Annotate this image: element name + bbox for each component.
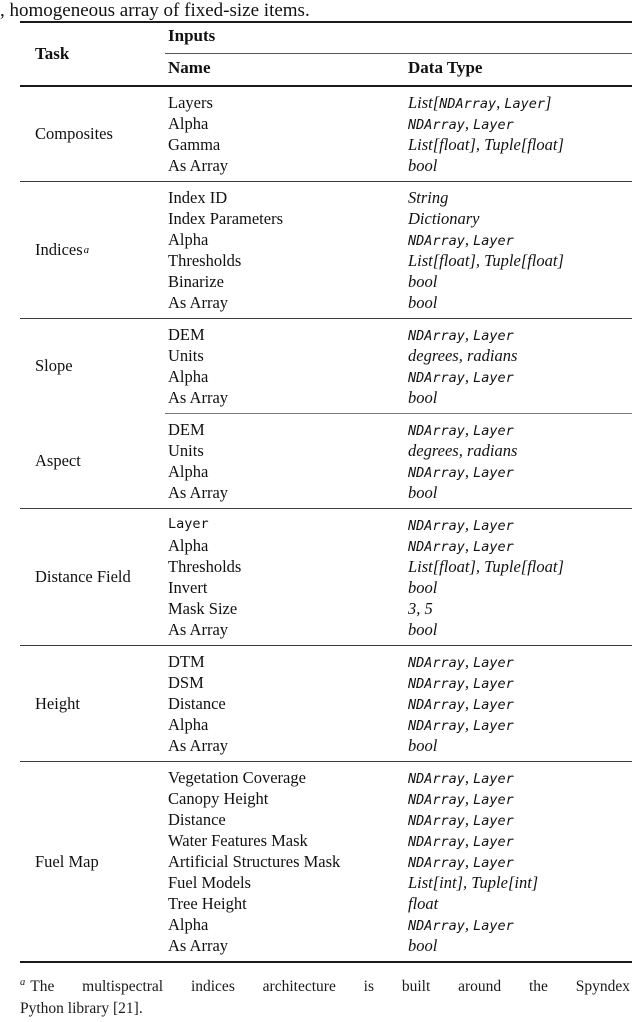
table-row: [20, 271, 632, 292]
input-name: Units: [168, 441, 204, 460]
input-data-type: [408, 208, 480, 229]
input-name: As Array: [168, 736, 229, 755]
type-text: ,: [464, 114, 474, 133]
input-name: Layer: [168, 516, 209, 532]
input-data-type: [408, 324, 514, 347]
table-row: [20, 461, 632, 482]
input-name: Thresholds: [168, 251, 242, 270]
table-row: [20, 693, 632, 714]
table-row: [20, 651, 632, 672]
code-token: NDArray: [408, 855, 465, 871]
input-rows: [20, 319, 632, 413]
type-text: degrees, radians: [408, 441, 518, 460]
input-data-type: [408, 514, 514, 537]
code-token: NDArray: [439, 96, 497, 112]
table-row: [20, 577, 632, 598]
input-data-type: [408, 577, 437, 598]
code-token: NDArray: [408, 918, 465, 934]
type-text: ,: [464, 536, 474, 555]
input-data-type: [408, 893, 438, 914]
type-text: 3, 5: [408, 599, 433, 618]
code-token: Layer: [473, 465, 514, 481]
type-text: bool: [408, 388, 438, 407]
input-name: As Array: [168, 388, 229, 407]
task-label: Distance Field: [35, 567, 131, 586]
code-token: NDArray: [408, 792, 465, 808]
table-row: [20, 851, 632, 872]
table-row: [20, 113, 632, 134]
input-data-type: [408, 693, 514, 716]
input-data-type: [408, 113, 514, 136]
input-data-type: [408, 872, 538, 893]
type-text: degrees, radians: [408, 346, 518, 365]
input-data-type: [408, 556, 564, 577]
type-text: ,: [464, 810, 474, 829]
input-name: Water Features Mask: [168, 831, 308, 850]
input-data-type: [408, 345, 517, 366]
input-data-type: [408, 271, 437, 292]
table-row: [20, 556, 632, 577]
type-text: bool: [408, 483, 438, 502]
table-header: [20, 23, 632, 85]
table-bottom-rule: [20, 961, 632, 963]
type-text: ,: [464, 325, 474, 344]
code-token: NDArray: [408, 813, 465, 829]
table-row: [20, 809, 632, 830]
footnote-line-2: Python library [21].: [20, 1000, 143, 1017]
task-label: Slope: [35, 356, 73, 375]
input-data-type: [408, 461, 514, 484]
input-data-type: [408, 366, 514, 389]
column-header-name: Name: [168, 58, 211, 77]
table-row: [20, 872, 632, 893]
input-name: As Array: [168, 936, 229, 955]
inputs-subheader-rule: [165, 53, 632, 54]
type-text: ,: [464, 462, 474, 481]
type-text: String: [408, 188, 449, 207]
input-name: Index ID: [168, 188, 228, 207]
table-row: [20, 292, 632, 313]
task-label: Composites: [35, 124, 113, 143]
type-text: List[int], Tuple[int]: [408, 873, 539, 892]
input-data-type: [408, 914, 514, 937]
input-name: Mask Size: [168, 599, 238, 618]
type-text: ,: [464, 515, 474, 534]
code-token: Layer: [473, 676, 514, 692]
input-name: Alpha: [168, 715, 209, 734]
column-header-data-type: Data Type: [408, 58, 483, 77]
table-row: [20, 419, 632, 440]
input-data-type: [408, 735, 437, 756]
input-name: DEM: [168, 325, 205, 344]
type-text: Dictionary: [408, 209, 480, 228]
input-rows: [20, 646, 632, 761]
code-token: Layer: [473, 518, 514, 534]
code-token: Layer: [473, 233, 514, 249]
footnote-text: The multispectral indices architecture is built around the Spyndex: [30, 978, 630, 995]
input-data-type: [408, 714, 514, 737]
input-data-type: [408, 788, 514, 811]
code-token: NDArray: [408, 518, 465, 534]
task-section: [20, 182, 632, 318]
type-text: List[: [408, 93, 440, 112]
type-text: bool: [408, 578, 438, 597]
table-row: [20, 229, 632, 250]
task-section: [20, 509, 632, 645]
table-body: [20, 87, 632, 961]
code-token: NDArray: [408, 539, 465, 555]
type-text: ,: [464, 768, 474, 787]
input-data-type: [408, 935, 437, 956]
code-token: Layer: [473, 792, 514, 808]
footnote-marker: a: [20, 976, 26, 988]
input-name: DTM: [168, 652, 205, 671]
input-data-type: [408, 250, 564, 271]
code-token: Layer: [473, 539, 514, 555]
task-label: Height: [35, 693, 80, 713]
table-row: [20, 714, 632, 735]
type-text: List[float], Tuple[float]: [408, 557, 564, 576]
table-row: [20, 155, 632, 176]
table-row: [20, 187, 632, 208]
type-text: ,: [464, 715, 474, 734]
input-name: As Array: [168, 483, 229, 502]
input-name: Fuel Models: [168, 873, 251, 892]
input-data-type: [408, 187, 448, 208]
type-text: ,: [464, 831, 474, 850]
task-section: [20, 87, 632, 181]
code-token: Layer: [473, 655, 514, 671]
input-data-type: [408, 292, 437, 313]
input-data-type: [408, 387, 437, 408]
input-data-type: [408, 134, 564, 155]
footnote-line-1: [20, 976, 630, 998]
code-token: NDArray: [408, 465, 465, 481]
code-token: Layer: [473, 718, 514, 734]
input-name: Units: [168, 346, 204, 365]
input-data-type: [408, 809, 514, 832]
code-token: Layer: [473, 771, 514, 787]
input-name: Alpha: [168, 915, 209, 934]
code-token: NDArray: [408, 718, 465, 734]
type-text: bool: [408, 620, 438, 639]
code-token: NDArray: [408, 655, 465, 671]
code-token: NDArray: [408, 834, 465, 850]
input-rows: [20, 182, 632, 318]
type-text: ,: [464, 652, 474, 671]
table-row: [20, 92, 632, 113]
table-row: [20, 735, 632, 756]
code-token: Layer: [473, 855, 514, 871]
table-row: [20, 619, 632, 640]
input-rows: [20, 87, 632, 181]
type-text: List[float], Tuple[float]: [408, 135, 564, 154]
type-text: float: [408, 894, 439, 913]
task-section: [20, 319, 632, 413]
table-row: [20, 535, 632, 556]
input-data-type: [408, 767, 514, 790]
column-header-task: Task: [35, 44, 70, 63]
input-name: Tree Height: [168, 894, 247, 913]
input-name: DSM: [168, 673, 204, 692]
task-label: Indices: [35, 240, 83, 259]
input-name: Artificial Structures Mask: [168, 852, 341, 871]
table-row: [20, 250, 632, 271]
code-token: Layer: [473, 328, 514, 344]
code-token: NDArray: [408, 370, 465, 386]
input-name: Distance: [168, 810, 226, 829]
code-token: NDArray: [408, 697, 465, 713]
code-token: Layer: [473, 423, 514, 439]
table-row: [20, 830, 632, 851]
input-rows: [20, 509, 632, 645]
input-name: Distance: [168, 694, 226, 713]
type-text: ,: [464, 230, 474, 249]
type-text: ,: [464, 673, 474, 692]
table-row: [20, 935, 632, 956]
input-data-type: [408, 830, 514, 853]
code-token: Layer: [473, 813, 514, 829]
input-data-type: [408, 619, 437, 640]
input-name: As Array: [168, 620, 229, 639]
table-row: [20, 514, 632, 535]
input-name: Binarize: [168, 272, 224, 291]
table-row: [20, 387, 632, 408]
input-data-type: [408, 155, 437, 176]
task-section: [20, 414, 632, 508]
task-label: Fuel Map: [35, 851, 99, 871]
input-name: As Array: [168, 156, 229, 175]
table-row: [20, 788, 632, 809]
input-name: Layers: [168, 93, 213, 112]
input-name: Alpha: [168, 230, 209, 249]
input-data-type: [408, 229, 514, 252]
input-name: Alpha: [168, 114, 209, 133]
input-name: Thresholds: [168, 557, 242, 576]
type-text: ,: [464, 852, 474, 871]
table-row: [20, 672, 632, 693]
code-token: Layer: [473, 834, 514, 850]
code-token: Layer: [473, 117, 514, 133]
code-token: NDArray: [408, 328, 465, 344]
type-text: ,: [464, 420, 474, 439]
input-data-type: [408, 482, 437, 503]
table-row: [20, 134, 632, 155]
input-data-type: [408, 535, 514, 558]
column-header-inputs: Inputs: [168, 26, 216, 45]
code-token: NDArray: [408, 423, 465, 439]
type-text: bool: [408, 156, 438, 175]
input-data-type: [408, 851, 514, 874]
code-token: NDArray: [408, 117, 465, 133]
type-text: ,: [464, 367, 474, 386]
code-token: Layer: [473, 370, 514, 386]
input-data-type: [408, 672, 514, 695]
input-name: Alpha: [168, 462, 209, 481]
type-text: ,: [464, 694, 474, 713]
input-data-type: [408, 651, 514, 674]
input-name: Gamma: [168, 135, 221, 154]
input-name: As Array: [168, 293, 229, 312]
type-text: bool: [408, 293, 438, 312]
type-text: ,: [496, 93, 505, 112]
type-text: bool: [408, 272, 438, 291]
table-row: [20, 598, 632, 619]
task-label: Aspect: [35, 451, 81, 470]
table-footnote: [20, 976, 630, 1020]
table-row: [20, 893, 632, 914]
input-name: Index Parameters: [168, 209, 283, 228]
input-name: Canopy Height: [168, 789, 269, 808]
input-name: Alpha: [168, 367, 209, 386]
type-text: ,: [464, 915, 474, 934]
input-data-type: [408, 598, 433, 619]
code-token: Layer: [473, 697, 514, 713]
table-row: [20, 440, 632, 461]
code-token: Layer: [504, 96, 545, 112]
task-section: [20, 646, 632, 761]
type-text: bool: [408, 736, 438, 755]
table-row: [20, 366, 632, 387]
type-text: ]: [544, 93, 552, 112]
table-row: [20, 324, 632, 345]
type-text: ,: [464, 789, 474, 808]
table-row: [20, 767, 632, 788]
input-data-type: [408, 419, 514, 442]
table-row: [20, 208, 632, 229]
type-text: bool: [408, 936, 438, 955]
table-row: [20, 345, 632, 366]
inputs-table: [20, 21, 632, 963]
input-name: Alpha: [168, 536, 209, 555]
input-rows: [20, 762, 632, 961]
code-token: NDArray: [408, 676, 465, 692]
code-token: NDArray: [408, 771, 465, 787]
type-text: List[float], Tuple[float]: [408, 251, 564, 270]
input-data-type: [408, 92, 551, 115]
input-data-type: [408, 440, 517, 461]
table-row: [20, 482, 632, 503]
table-caption-fragment: , homogeneous array of fixed-size items.: [0, 0, 310, 21]
input-name: Invert: [168, 578, 208, 597]
task-cell: Indices a: [35, 240, 90, 259]
task-section: [20, 762, 632, 961]
table-row: [20, 914, 632, 935]
input-name: DEM: [168, 420, 205, 439]
input-rows: [20, 414, 632, 508]
code-token: NDArray: [408, 233, 465, 249]
code-token: Layer: [473, 918, 514, 934]
input-name: Vegetation Coverage: [168, 768, 306, 787]
